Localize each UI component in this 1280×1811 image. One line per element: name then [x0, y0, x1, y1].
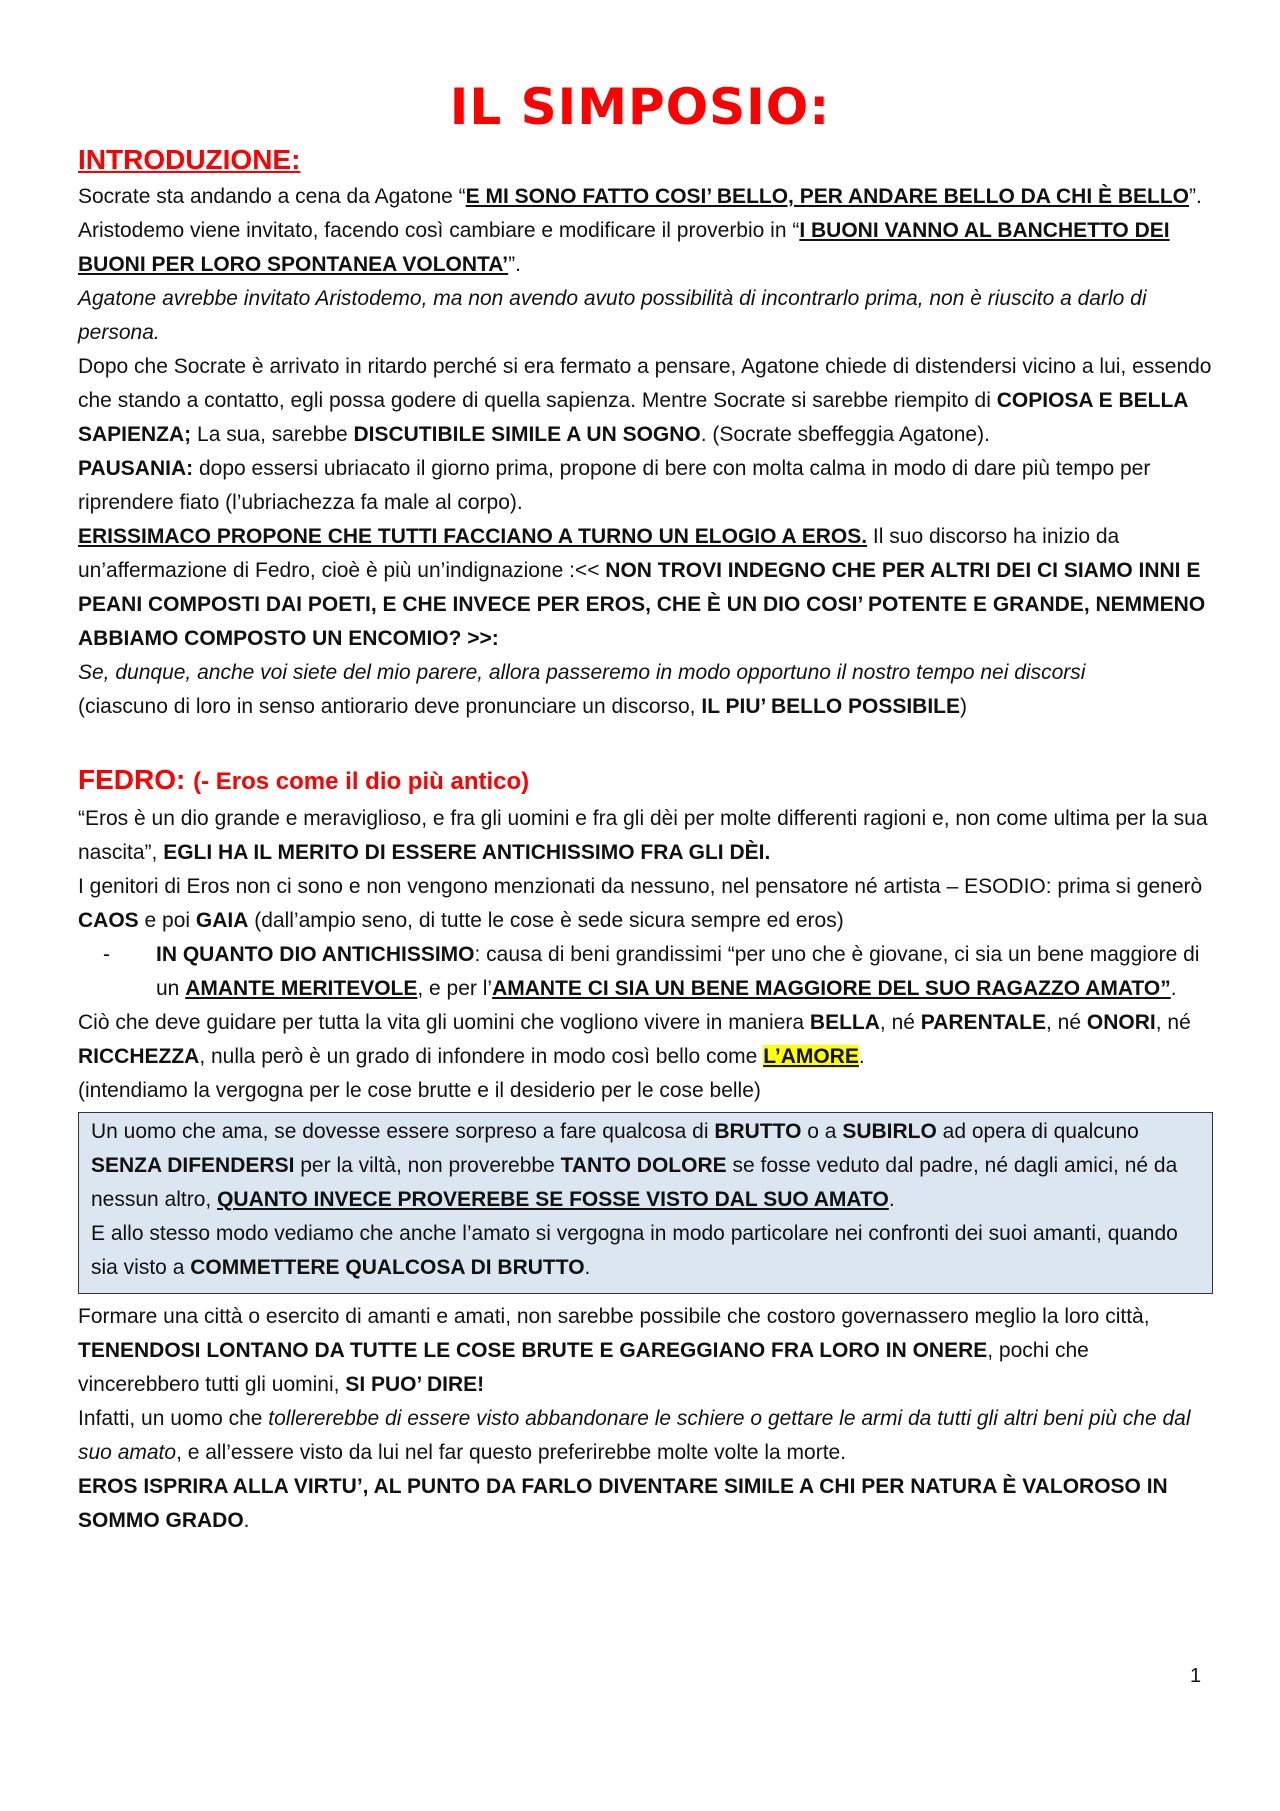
- bold-run: DISCUTIBILE SIMILE A UN SOGNO: [353, 423, 701, 446]
- text-run: .: [243, 1509, 250, 1532]
- text-run: I genitori di Eros non ci sono e non vengono menzionati da nessuno, nel pensatore né artista – ESODIO: prima si generò: [78, 875, 1203, 898]
- bold-run: CAOS: [78, 909, 139, 932]
- text-run: e poi: [138, 909, 196, 932]
- text-run: Aristodemo viene invitato, facendo così cambiare e modificare il proverbio in “: [78, 219, 800, 242]
- intro-paragraph-4: [78, 350, 1213, 452]
- text-run: Ciò che deve guidare per tutta la vita gli uomini che vogliono vivere in maniera: [78, 1011, 810, 1034]
- erissimaco-proposal: ERISSIMACO PROPONE CHE TUTTI FACCIANO A TURNO UN ELOGIO A EROS.: [78, 525, 868, 548]
- bold-run: SUBIRLO: [842, 1120, 937, 1143]
- intro-paragraph-1: [78, 180, 1213, 214]
- text-run: , pochi che vincerebbero tutti gli uomini,: [78, 1339, 1089, 1396]
- bold-run: IN QUANTO DIO ANTICHISSIMO: [156, 943, 475, 966]
- fedro-paragraph-2: [78, 870, 1213, 938]
- box-paragraph-2: [91, 1217, 1200, 1285]
- bold-run: NON TROVI INDEGNO CHE PER ALTRI DEI CI SIAMO INNI E PEANI COMPOSTI DAI POETI, E CHE INVECE PER EROS, CHE È UN DIO COSI’ POTENTE E GRANDE, NEMMENO ABBIAMO COMPOSTO UN ENCOMIO? >>:: [78, 559, 1206, 650]
- bold-run: EROS ISPRIRA ALLA VIRTU’, AL PUNTO DA FARLO DIVENTARE SIMILE A CHI PER NATURA È VALOROSO IN SOMMO GRADO: [78, 1475, 1168, 1532]
- text-run: ”.: [508, 253, 521, 276]
- box-paragraph-1: [91, 1115, 1200, 1217]
- text-run: Socrate sta andando a cena da Agatone “: [78, 185, 466, 208]
- text-run: se fosse veduto dal padre, né dagli amici, né da nessun altro,: [91, 1154, 1178, 1211]
- text-run: , e all’essere visto da lui nel far questo preferirebbe molte volte la morte.: [176, 1441, 847, 1464]
- text-run: Il suo discorso ha inizio da un’affermazione di Fedro, cioè è più un’indignazione :<<: [78, 525, 1120, 582]
- bold-run: BRUTTO: [714, 1120, 802, 1143]
- text-run: ): [960, 695, 968, 718]
- bold-run: SI PUO’ DIRE!: [345, 1373, 485, 1396]
- text-run: “Eros è un dio grande e meraviglioso, e fra gli uomini e fra gli dèi per molte differenti ragioni e, non come ultima per la sua nascita”,: [78, 807, 1208, 864]
- text-run: dopo essersi ubriacato il giorno prima, propone di bere con molta calma in modo di dare più tempo per riprendere fiato (l’ubriachezza fa male al corpo).: [78, 457, 1151, 514]
- text-run: .: [858, 1045, 865, 1068]
- page-number: 1: [1190, 1665, 1202, 1687]
- bold-run: GAIA: [195, 909, 249, 932]
- document-body: [78, 140, 1213, 1538]
- text-run: per la viltà, non proverebbe: [294, 1154, 561, 1177]
- bold-run: RICCHEZZA: [78, 1045, 200, 1068]
- bold-run: BELLA: [809, 1011, 880, 1034]
- fedro-paragraph-7: [78, 1470, 1213, 1538]
- fedro-paragraph-4: (intendiamo la vergogna per le cose brutte e il desiderio per le cose belle): [78, 1079, 761, 1102]
- bold-run: IL PIU’ BELLO POSSIBILE: [701, 695, 961, 718]
- text-run: (ciascuno di loro in senso antiorario deve pronunciare un discorso,: [78, 695, 702, 718]
- intro-paragraph-pausania: [78, 452, 1213, 520]
- text-run: .: [1170, 977, 1177, 1000]
- section-subheading: (- Eros come il dio più antico): [193, 768, 530, 795]
- intro-paragraph-2: [78, 214, 1213, 282]
- text-run: (dall’ampio seno, di tutte le cose è sede sicura sempre ed eros): [248, 909, 844, 932]
- text-run: . (Socrate sbeffeggia Agatone).: [700, 423, 990, 446]
- fedro-paragraph-1: [78, 802, 1213, 870]
- text-run: Infatti, un uomo che: [78, 1407, 269, 1430]
- quote-proverbio: I BUONI VANNO AL BANCHETTO DEI BUONI PER LORO SPONTANEA VOLONTA’: [78, 219, 1170, 276]
- bold-underline-run: AMANTE CI SIA UN BENE MAGGIORE DEL SUO RAGAZZO AMATO”: [492, 977, 1171, 1000]
- bold-underline-run: AMANTE MERITEVOLE: [185, 977, 418, 1000]
- text-run: Un uomo che ama, se dovesse essere sorpreso a fare qualcosa di: [91, 1120, 715, 1143]
- text-run: .: [888, 1188, 895, 1211]
- quote-box: [78, 1112, 1213, 1294]
- bullet-dash: -: [103, 943, 110, 966]
- text-run: Dopo che Socrate è arrivato in ritardo perché si era fermato a pensare, Agatone chiede di distendersi vicino a lui, essendo che stando a contatto, egli possa godere di quella sapienza. Mentre Socrate si sarebbe riempito di: [78, 355, 1212, 412]
- bold-run: COMMETTERE QUALCOSA DI BRUTTO: [190, 1256, 585, 1279]
- bold-run: TANTO DOLORE: [560, 1154, 727, 1177]
- text-run: ”.: [1189, 185, 1202, 208]
- bold-run: PARENTALE: [920, 1011, 1047, 1034]
- section-heading-fedro: [78, 760, 1213, 802]
- bold-run: COPIOSA E BELLA SAPIENZA;: [78, 389, 1188, 446]
- page-title: IL SIMPOSIO:: [449, 78, 831, 136]
- bold-run: ONORI: [1086, 1011, 1156, 1034]
- text-run: : causa di beni grandissimi “per uno che è giovane, ci sia un bene maggiore di un: [156, 943, 1200, 1000]
- bold-run: SENZA DIFENDERSI: [91, 1154, 295, 1177]
- text-run: E allo stesso modo vediamo che anche l’amato si vergogna in modo particolare nei confronti dei suoi amanti, quando sia visto a: [91, 1222, 1178, 1279]
- fedro-paragraph-5: [78, 1300, 1213, 1402]
- text-run: .: [584, 1256, 591, 1279]
- text-run: , né: [879, 1011, 921, 1034]
- intro-paragraph-3: Agatone avrebbe invitato Aristodemo, ma non avendo avuto possibilità di incontrarlo prima, non è riuscito a darlo di persona.: [78, 287, 1147, 344]
- text-run: , né: [1046, 1011, 1087, 1034]
- text-run: o a: [801, 1120, 843, 1143]
- bold-run: TENENDOSI LONTANO DA TUTTE LE COSE BRUTE E GAREGGIANO FRA LORO IN ONERE: [78, 1339, 988, 1362]
- text-run: , né: [1155, 1011, 1191, 1034]
- text-run: Formare una città o esercito di amanti e amati, non sarebbe possibile che costoro governassero meglio la loro città,: [78, 1305, 1150, 1328]
- bold-underline-run: QUANTO INVECE PROVEREBE SE FOSSE VISTO DAL SUO AMATO: [217, 1188, 889, 1211]
- fedro-paragraph-3: [78, 1006, 1213, 1074]
- highlighted-amore: L’AMORE: [763, 1045, 859, 1068]
- text-run: , nulla però è un grado di infondere in modo così bello come: [199, 1045, 764, 1068]
- text-run: La sua, sarebbe: [191, 423, 354, 446]
- text-run: , e per l’: [417, 977, 493, 1000]
- text-run: ad opera di qualcuno: [936, 1120, 1139, 1143]
- bold-run: EGLI HA IL MERITO DI ESSERE ANTICHISSIMO FRA GLI DÈI.: [163, 841, 771, 864]
- section-heading-introduzione: INTRODUZIONE:: [78, 144, 301, 175]
- italic-run: tollererebbe di essere visto abbandonare le schiere o gettare le armi da tutti gli altri beni più che dal suo amato: [78, 1407, 1191, 1464]
- intro-paragraph-8: [78, 690, 1213, 724]
- intro-paragraph-7: Se, dunque, anche voi siete del mio parere, allora passeremo in modo opportuno il nostro tempo nei discorsi: [78, 661, 1086, 684]
- intro-paragraph-erissimaco: [78, 520, 1213, 656]
- fedro-paragraph-6: [78, 1402, 1213, 1470]
- heading-text: FEDRO:: [78, 764, 186, 795]
- list-item: [78, 938, 1213, 1006]
- quote-socrate: E MI SONO FATTO COSI’ BELLO, PER ANDARE BELLO DA CHI È BELLO: [465, 185, 1190, 208]
- label-pausania: PAUSANIA:: [78, 457, 194, 480]
